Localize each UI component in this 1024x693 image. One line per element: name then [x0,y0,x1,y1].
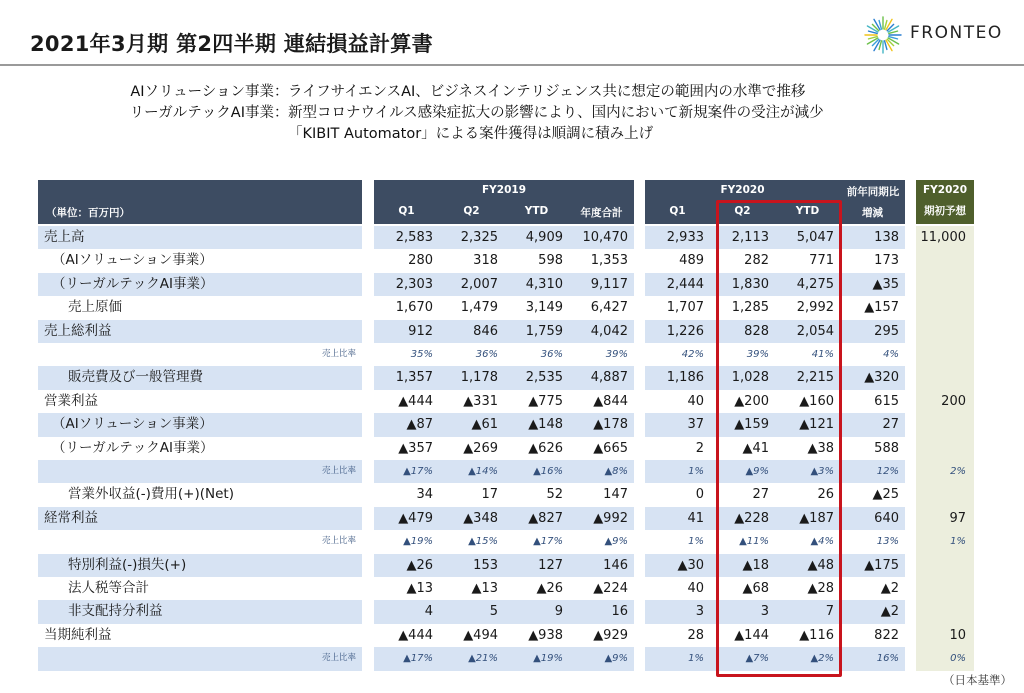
cell-fy2019: 598 [538,253,563,269]
summary-line-legaltech [68,103,824,124]
cell-fy2020: ▲160 [799,393,834,409]
row-label: （AIソリューション事業） [52,416,213,433]
cell-fy2020: 37 [687,417,704,433]
summary-label-legaltech: リーガルテックAI事業 [129,105,274,121]
cell-fy2019: ▲827 [528,510,563,526]
cell-fy2019: ▲15% [468,536,498,548]
cell-fy2019: 36% [540,349,563,360]
cell-fy2020: ▲68 [742,581,769,596]
cell-fy2020: 2,215 [796,370,834,386]
cell-fy2020: ▲38 [807,440,834,456]
cell-fy2019: ▲14% [468,466,498,477]
cell-fy2020: ▲48 [807,557,834,573]
header-unit-label: （単位：百万円） [46,207,130,219]
cell-fy2019: ▲148 [528,417,563,433]
row-label: 販売費及び一般管理費 [68,369,203,386]
cell-yoy-change: ▲25 [872,487,899,503]
cell-fy2019: 9 [554,604,563,620]
cell-fy2020: ▲159 [734,417,769,433]
cell-fy2019: 318 [473,253,498,269]
cell-fy2020: 1,707 [666,300,704,316]
row-label-ratio: 売上比率 [321,349,356,359]
summary-text-ai-solution: ライフサイエンスAI、ビジネスインテリジェンス共に想定の範囲内の水準で推移 [288,84,806,100]
cell-fy2019: ▲61 [471,417,498,433]
summary-colon: ： [274,84,289,100]
cell-yoy-change: 138 [874,230,899,245]
cell-fy2020: ▲18 [742,557,769,573]
cell-fy2019: ▲19% [533,653,563,665]
cell-fy2019: ▲13 [406,581,433,596]
cell-fy2019: 2,583 [395,230,433,245]
cell-fy2020: 2,992 [796,300,834,316]
cell-fy2019: ▲17% [403,466,433,477]
cell-forecast: 0% [950,653,966,665]
cell-fy2019: 1,670 [395,300,433,316]
cell-fy2019: ▲16% [533,466,563,477]
cell-fy2019: 5 [489,604,498,620]
company-logo [862,14,1012,54]
row-label: （リーガルテックAI事業） [52,439,214,456]
cell-yoy-change: 13% [876,536,899,548]
cell-fy2020: ▲200 [734,393,769,409]
cell-fy2019: ▲992 [593,510,628,526]
row-label: 営業利益 [44,392,98,409]
cell-fy2020: ▲228 [734,510,769,526]
cell-fy2019: 912 [408,323,433,339]
cell-forecast: 11,000 [920,230,966,245]
cell-fy2020: ▲144 [734,627,769,643]
cell-fy2020: 4,275 [796,276,834,292]
cell-fy2019: ▲331 [463,393,498,409]
summary-label-ai-solution: AIソリューション事業 [130,84,274,100]
cell-fy2019: ▲87 [406,417,433,433]
cell-fy2019: 2,325 [460,230,498,245]
summary-text-legaltech: 新型コロナウイルス感染症拡大の影響により、国内において新規案件の受注が減少 [288,105,824,121]
cell-yoy-change: 615 [874,393,899,409]
cell-fy2019: ▲9% [604,536,628,548]
header-fy2019-col: Q1 [398,205,415,217]
cell-fy2019: ▲626 [528,440,563,456]
cell-fy2019: ▲775 [528,393,563,409]
cell-fy2019: 10,470 [582,230,628,245]
cell-fy2019: 39% [605,349,628,360]
cell-fy2020: 282 [744,253,769,269]
header-unit-cell [38,180,362,224]
cell-fy2020: 28 [687,627,704,643]
cell-fy2019: 4,909 [525,230,563,245]
logo-text: FRONTEO [910,23,1003,43]
row-label: （AIソリューション事業） [52,252,213,269]
row-label-ratio: 売上比率 [321,536,356,547]
cell-fy2020: 1,226 [666,323,704,339]
cell-fy2020: 1,830 [731,276,769,292]
cell-fy2020: 1,186 [666,370,704,386]
cell-fy2019: 1,759 [525,323,563,339]
cell-fy2019: ▲844 [593,393,628,409]
cell-forecast: 10 [949,627,966,643]
header-fy2019-col: 年度合計 [580,207,623,219]
cell-fy2020: ▲30 [677,557,704,573]
cell-fy2019: 1,357 [395,370,433,386]
cell-fy2019: 1,353 [590,253,628,269]
cell-fy2020: ▲11% [739,536,769,548]
cell-fy2019: 2,007 [460,276,498,292]
cell-fy2019: ▲357 [398,440,433,456]
cell-fy2019: ▲938 [528,627,563,643]
row-label: 経常利益 [44,509,98,526]
cell-fy2020: 7 [825,604,834,620]
cell-fy2020: 2 [695,440,704,456]
cell-fy2019: 280 [408,253,433,269]
cell-fy2019: ▲665 [593,440,628,456]
cell-fy2020: 27 [752,487,769,503]
header-yoy-label: 前年同期比 [846,186,900,198]
cell-yoy-change: ▲2 [880,604,899,620]
cell-fy2019: 52 [546,487,563,503]
cell-yoy-change: 27 [882,417,899,433]
cell-fy2020: 42% [681,349,704,360]
cell-yoy-change: 295 [874,323,899,339]
row-label: 特別利益(-)損失(+) [68,556,187,573]
cell-fy2020: 1,028 [731,370,769,386]
cell-yoy-change: ▲2 [880,581,899,596]
cell-fy2020: 2,113 [731,230,769,245]
cell-fy2020: 1% [688,653,704,665]
cell-yoy-change: 173 [874,253,899,269]
cell-yoy-change: 4% [883,349,899,360]
highlight-q2-ytd-box [716,200,842,677]
cell-yoy-change: 588 [874,440,899,456]
summary-colon: ： [274,105,289,121]
cell-fy2019: 16 [611,604,628,620]
cell-fy2019: ▲21% [468,653,498,665]
cell-fy2020: 489 [679,253,704,269]
cell-fy2019: 34 [416,487,433,503]
cell-fy2019: 4 [424,604,433,620]
cell-fy2020: 1% [688,466,704,477]
accounting-standard-note: （日本基準） [943,673,1012,687]
cell-forecast: 200 [941,393,966,409]
cell-fy2020: 40 [687,393,704,409]
cell-fy2019: ▲26 [536,581,563,596]
header-forecast-label: 期初予想 [924,205,966,217]
cell-fy2019: ▲479 [398,510,433,526]
cell-yoy-change: 16% [876,653,899,665]
cell-fy2019: 2,303 [395,276,433,292]
row-label: 営業外収益(-)費用(+)(Net) [68,486,234,503]
header-forecast-year: FY2020 [923,184,967,196]
cell-forecast: 2% [950,466,966,477]
cell-fy2020: 26 [817,487,834,503]
row-label-ratio: 売上比率 [321,466,356,476]
cell-fy2019: ▲8% [604,466,628,477]
cell-fy2019: 4,042 [590,323,628,339]
cell-fy2019: ▲13 [471,581,498,596]
cell-fy2020: ▲187 [799,510,834,526]
cell-fy2020: ▲116 [799,627,834,643]
cell-fy2019: 35% [410,349,433,360]
cell-fy2020: 0 [695,487,704,503]
fronteo-sunburst-icon [862,14,904,56]
row-label: 売上高 [44,229,85,245]
header-fy2019-col: YTD [524,205,549,217]
summary-text-kibit: 「KIBIT Automator」による案件獲得は順調に積み上げ [288,126,654,142]
cell-yoy-change: ▲175 [864,557,899,573]
cell-fy2019: 1,479 [460,300,498,316]
header-fy2020-col: Q1 [669,205,686,217]
page-title: 2021年3月期 第2四半期 連結損益計算書 [30,32,433,56]
header-fy2019-label: FY2019 [482,184,526,196]
cell-fy2020: 3 [760,604,769,620]
cell-yoy-change: 822 [874,627,899,643]
cell-forecast: 1% [950,536,966,548]
title-divider [0,64,1024,66]
cell-fy2019: ▲929 [593,627,628,643]
header-fy2020-label: FY2020 [720,184,765,196]
cell-fy2020: 1,285 [731,300,769,316]
cell-fy2020: 40 [687,581,704,596]
summary-line-ai-solution [68,82,824,103]
cell-fy2020: ▲121 [799,417,834,433]
business-summary [68,82,824,145]
cell-fy2020: 41 [687,510,704,526]
cell-yoy-change: ▲320 [864,370,899,386]
cell-fy2020: ▲9% [745,466,769,477]
cell-fy2019: ▲444 [398,393,433,409]
cell-fy2019: 17 [481,487,498,503]
cell-fy2019: ▲26 [406,557,433,573]
cell-yoy-change: ▲157 [864,300,899,316]
cell-fy2020: 2,933 [666,230,704,245]
cell-fy2020: 828 [744,323,769,339]
cell-fy2020: 3 [695,604,704,620]
header-fy2019 [374,180,634,224]
cell-yoy-change: 12% [876,466,899,477]
row-label-ratio: 売上比率 [321,653,356,664]
cell-fy2019: ▲17% [533,536,563,548]
cell-fy2020: 39% [746,349,769,360]
cell-yoy-change: ▲35 [872,276,899,292]
row-label: 売上総利益 [44,322,112,339]
cell-fy2019: 3,149 [525,300,563,316]
summary-line-kibit [68,124,824,145]
cell-fy2019: ▲17% [403,653,433,665]
cell-fy2020: ▲28 [807,581,834,596]
cell-fy2020: 771 [809,253,834,269]
row-label: 売上原価 [68,299,122,316]
cell-fy2019: 153 [473,557,498,573]
cell-fy2019: ▲348 [463,510,498,526]
cell-fy2019: 127 [538,557,563,573]
cell-fy2020: ▲41 [742,440,769,456]
row-label: 法人税等合計 [68,580,149,596]
cell-fy2019: 1,178 [460,370,498,386]
cell-fy2019: 36% [475,349,498,360]
header-forecast [916,180,974,224]
row-label: 非支配持分利益 [68,603,163,620]
cell-fy2019: 146 [603,557,628,573]
cell-fy2019: 4,887 [590,370,628,386]
header-fy2019-col: Q2 [463,205,480,217]
cell-fy2019: 846 [473,323,498,339]
cell-fy2019: 4,310 [525,276,563,292]
header-fy2020-col: Q2 [734,205,751,217]
cell-fy2020: ▲4% [810,536,834,548]
cell-fy2019: 147 [603,487,628,503]
cell-fy2020: 5,047 [796,230,834,245]
cell-fy2019: ▲178 [593,417,628,433]
row-label: 当期純利益 [44,626,112,643]
forecast-column-body [916,226,974,671]
cell-fy2020: 41% [811,349,834,360]
header-fy2020-col: YTD [795,205,820,217]
header-change-col: 増減 [862,207,883,219]
cell-fy2020: 1% [688,536,704,548]
cell-fy2019: ▲9% [604,653,628,665]
row-label: （リーガルテックAI事業） [52,275,214,292]
cell-yoy-change: 640 [874,510,899,526]
cell-fy2019: 9,117 [590,276,628,292]
cell-fy2019: 6,427 [590,300,628,316]
table-row-band [38,226,362,249]
cell-fy2020: ▲3% [810,466,834,477]
cell-forecast: 97 [949,510,966,526]
cell-fy2019: ▲494 [463,627,498,643]
cell-fy2020: ▲7% [745,653,769,665]
cell-fy2020: 2,444 [666,276,704,292]
cell-fy2019: ▲269 [463,440,498,456]
cell-fy2019: 2,535 [525,370,563,386]
cell-fy2020: ▲2% [810,653,834,665]
cell-fy2019: ▲224 [593,581,628,596]
cell-fy2019: ▲444 [398,627,433,643]
cell-fy2019: ▲19% [403,536,433,548]
cell-fy2020: 2,054 [796,323,834,339]
